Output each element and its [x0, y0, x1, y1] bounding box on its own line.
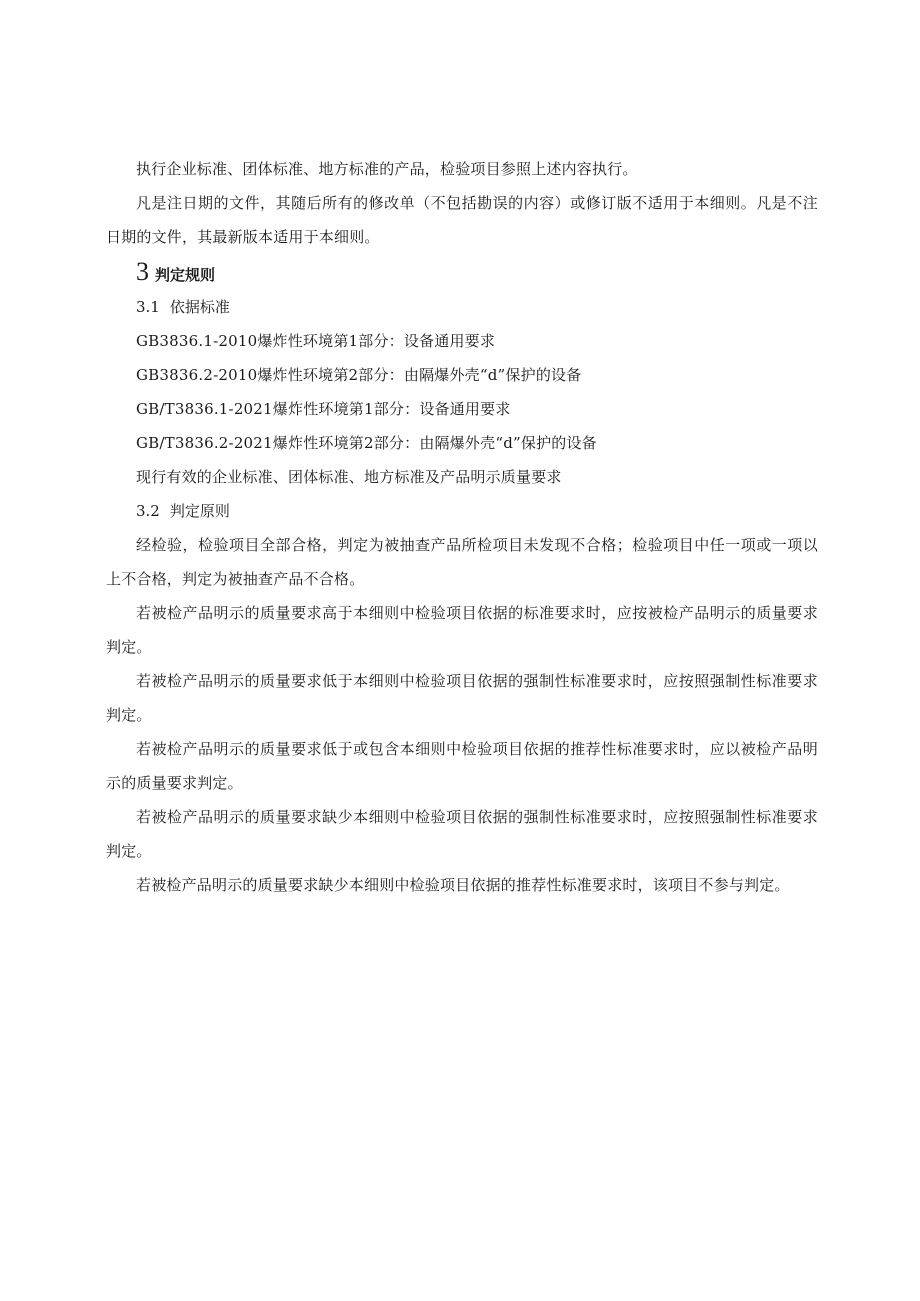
- subsection-title: 判定原则: [169, 502, 230, 520]
- principle-paragraph: 若被检产品明示的质量要求缺少本细则中检验项目依据的推荐性标准要求时，该项目不参与判定。: [136, 876, 790, 894]
- subsection-number: 3.2: [136, 502, 160, 520]
- standard-item: GB/T3836.2-2021爆炸性环境第2部分：由隔爆外壳“d”保护的设备: [136, 434, 597, 452]
- principle-paragraph: 若被检产品明示的质量要求低于或包含本细则中检验项目依据的推荐性标准要求时，应以被检产品明示的质量要求判定。: [106, 740, 818, 792]
- standard-item: GB3836.1-2010爆炸性环境第1部分：设备通用要求: [136, 332, 496, 350]
- subsection-title: 依据标准: [169, 298, 230, 316]
- subsection-heading-3-1: [106, 290, 818, 324]
- subsection-heading-3-2: [106, 494, 818, 528]
- document-body: [106, 152, 818, 902]
- intro-paragraph-2: 凡是注日期的文件，其随后所有的修改单（不包括勘误的内容）或修订版不适用于本细则。凡是不注日期的文件，其最新版本适用于本细则。: [106, 194, 818, 246]
- section-heading-3: [106, 254, 818, 290]
- section-title: 判定规则: [155, 266, 216, 284]
- principle-paragraph: 若被检产品明示的质量要求缺少本细则中检验项目依据的强制性标准要求时，应按照强制性标准要求判定。: [106, 808, 818, 860]
- standard-item: 现行有效的企业标准、团体标准、地方标准及产品明示质量要求: [136, 468, 562, 486]
- section-number: 3: [136, 257, 149, 286]
- standard-item: GB/T3836.1-2021爆炸性环境第1部分：设备通用要求: [136, 400, 511, 418]
- subsection-number: 3.1: [136, 298, 160, 316]
- principle-paragraph: 经检验，检验项目全部合格，判定为被抽查产品所检项目未发现不合格；检验项目中任一项或一项以上不合格，判定为被抽查产品不合格。: [106, 536, 818, 588]
- principle-paragraph: 若被检产品明示的质量要求低于本细则中检验项目依据的强制性标准要求时，应按照强制性标准要求判定。: [106, 672, 818, 724]
- standard-item: GB3836.2-2010爆炸性环境第2部分：由隔爆外壳“d”保护的设备: [136, 366, 582, 384]
- intro-paragraph-1: 执行企业标准、团体标准、地方标准的产品，检验项目参照上述内容执行。: [136, 160, 638, 178]
- principle-paragraph: 若被检产品明示的质量要求高于本细则中检验项目依据的标准要求时，应按被检产品明示的质量要求判定。: [106, 604, 818, 656]
